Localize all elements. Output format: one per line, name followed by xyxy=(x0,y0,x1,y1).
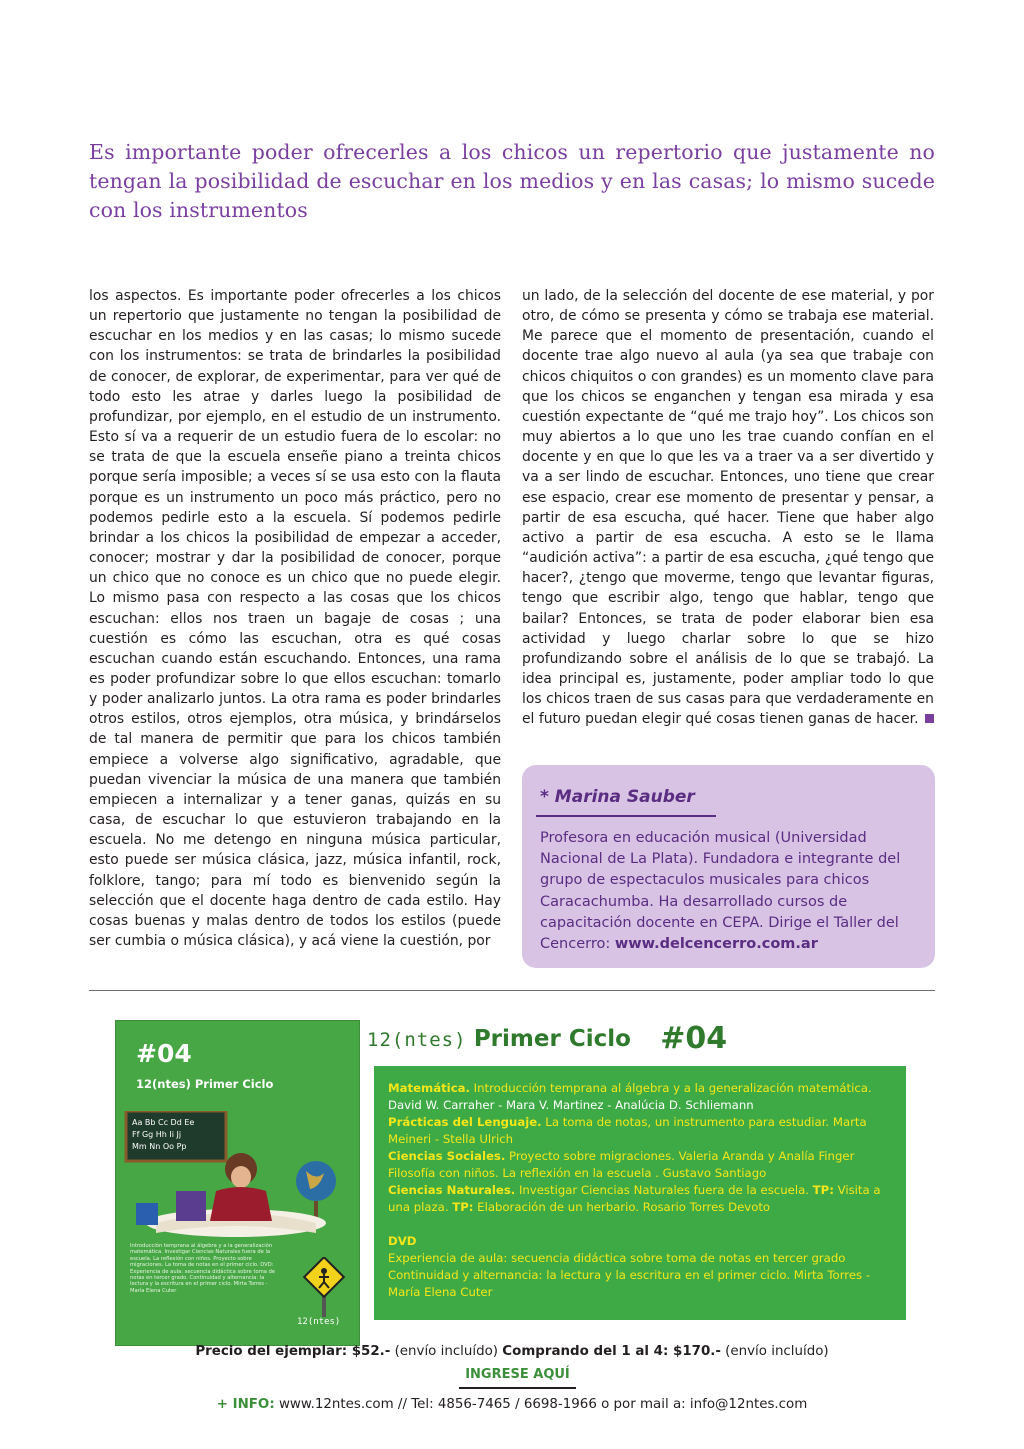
pull-quote: Es importante poder ofrecerles a los chicos un repertorio que justamente no tengan la posibilidad de escuchar en los medios y en las casas; lo mismo sucede con los instrumentos xyxy=(89,140,935,222)
ad-item-authors: Filosofía con niños. La reflexión en la escuela . Gustavo Santiago xyxy=(388,1166,767,1180)
author-bio xyxy=(540,828,925,955)
price-label-bundle: Comprando del 1 al 4: $170.- xyxy=(502,1344,721,1359)
cover-issue-number: #04 xyxy=(136,1039,192,1068)
svg-text:Ff Gg Hh Ii Jj: Ff Gg Hh Ii Jj xyxy=(132,1130,182,1139)
contact-info-line xyxy=(0,1397,1024,1412)
author-divider xyxy=(536,815,716,817)
price-line xyxy=(0,1344,1024,1359)
ad-dvd-line: Continuidad y alternancia: la lectura y la escritura en el primer ciclo. Mirta Torres - María Elena Cuter xyxy=(388,1268,871,1299)
cover-contents-text: Introducción temprana al álgebra y a la generalización matemática. Investigar Ciencias Naturales fuera de la escuela. La reflexión con niños. Proyecto sobre migraciones. La toma de notas en el primer ciclo. DVD: Experiencia de aula: secuencia didáctica sobre toma de notas en tercer grado. Continuidad y alternancia: la lectura y la escritura en el primer ciclo. Mirta Torres - María Elena Cuter xyxy=(130,1243,276,1294)
ad-contents-text xyxy=(388,1080,896,1301)
ad-item-text: Introducción temprana al álgebra y a la generalización matemática. xyxy=(469,1081,872,1095)
cover-title: 12(ntes) Primer Ciclo xyxy=(136,1077,274,1091)
ad-item-tp-label: TP: xyxy=(812,1183,834,1197)
svg-text:Aa Bb Cc Dd Ee: Aa Bb Cc Dd Ee xyxy=(132,1118,195,1127)
cover-illustration xyxy=(116,1111,359,1241)
ad-item-text: La toma de notas, un instrumento para estudiar. Marta Meineri - Stella Ulrich xyxy=(388,1115,867,1146)
ad-item-authors: David W. Carraher - Mara V. Martinez - Analúcia D. Schliemann xyxy=(388,1098,754,1112)
ad-dvd-line: Experiencia de aula: secuencia didáctica sobre toma de notas en tercer grado xyxy=(388,1251,846,1265)
ad-item-keyword: Matemática. xyxy=(388,1081,470,1095)
ad-item-tp-label: TP: xyxy=(452,1200,474,1214)
ad-item-keyword: Ciencias Sociales. xyxy=(388,1149,506,1163)
cover-sign-label: 12(ntes) xyxy=(297,1317,341,1327)
ad-item-tp-text: Visita a una plaza. xyxy=(388,1183,881,1214)
ad-item-naturales xyxy=(388,1182,896,1216)
article-column-right xyxy=(522,286,934,729)
author-bio-text: Profesora en educación musical (Universidad Nacional de La Plata). Fundadora e integrante del grupo de espectaculos musicales para chicos Caracachumba. Ha desarrollado cursos de capacitación docente en CEPA. Dirige el Taller del Cencerro: xyxy=(540,830,901,953)
info-text: www.12ntes.com // Tel: 4856-7465 / 6698-1966 o por mail a: info@12ntes.com xyxy=(274,1397,808,1412)
magazine-cover-image xyxy=(116,1021,359,1345)
ad-dvd-label: DVD xyxy=(388,1234,417,1248)
ad-item-keyword: Prácticas del Lenguaje. xyxy=(388,1115,542,1129)
ad-item-sociales xyxy=(388,1148,896,1182)
price-note: (envío incluído) xyxy=(720,1344,829,1359)
cover-sign-icon xyxy=(302,1257,346,1317)
ad-item-matematica xyxy=(388,1080,896,1114)
author-website-link[interactable]: www.delcencerro.com.ar xyxy=(614,936,818,953)
author-box xyxy=(522,765,935,968)
ad-title xyxy=(367,1019,727,1054)
author-name: * Marina Sauber xyxy=(540,787,695,807)
ad-item-keyword: Ciencias Naturales. xyxy=(388,1183,516,1197)
section-divider xyxy=(89,990,935,991)
ad-item-text: Proyecto sobre migraciones. Valeria Aranda y Analía Finger xyxy=(505,1149,855,1163)
price-label-single: Precio del ejemplar: $52.- xyxy=(195,1344,391,1359)
ad-spacer xyxy=(388,1216,896,1233)
article-column-right-text: un lado, de la selección del docente de ese material, y por otro, de cómo se presenta y cómo se trabaja ese material. Me parece que el momento de presentación, cuando el docente trae algo nuevo al aula (ya sea que trabaje con chicos chiquitos o con grandes) es un momento clave para que los chicos se enganchen y tengan esa mirada y esa cuestión expectante de “qué me trajo hoy”. Los chicos son muy abiertos a lo que uno les trae cuando confían en el docente y en que lo que les va a traer va a ser divertido y va a ser lindo de escuchar. Entonces, uno tiene que crear ese espacio, crear ese momento de presentar y pensar, a partir de esa escucha, qué hacer. Tiene que haber algo activo a partir de esa escucha. A esto se le llama “audición activa”: a partir de esa escucha, ¿qué tengo que hacer?, ¿tengo que moverme, tengo que levantar figuras, tengo que escribir algo, tengo que hablar, tengo que bailar? Entonces, se trata de poder elaborar bien esa actividad y luego charlar sobre lo que se hizo profundizando sobre el análisis de lo que se trabajó. La idea principal es, justamente, poder ampliar todo lo que los chicos traen de sus casas para que verdaderamente en el futuro puedan elegir qué cosas tienen ganas de hacer. xyxy=(522,288,934,728)
ad-item-text: Investigar Ciencias Naturales fuera de la escuela. xyxy=(515,1183,813,1197)
ingrese-aqui-link[interactable]: INGRESE AQUÍ xyxy=(459,1365,576,1389)
ad-item-lenguaje xyxy=(388,1114,896,1148)
ad-subtitle: Primer Ciclo xyxy=(473,1026,631,1052)
end-of-article-mark xyxy=(925,714,934,723)
ad-contents-box xyxy=(374,1066,906,1320)
ad-item-tp-text: Elaboración de un herbario. Rosario Torres Devoto xyxy=(473,1200,771,1214)
ad-issue-number: #04 xyxy=(660,1021,728,1056)
ad-brand: 12(ntes) xyxy=(367,1029,467,1051)
svg-text:Mm Nn Oo Pp: Mm Nn Oo Pp xyxy=(132,1142,187,1151)
article-column-left: los aspectos. Es importante poder ofrecerles a los chicos un repertorio que justamente no tengan la posibilidad de escuchar en los medios y en las casas; lo mismo sucede con los instrumentos: se trata de brindarles la posibilidad de conocer, de explorar, de experimentar, para ver qué de todo esto les atrae y darles luego la posibilidad de profundizar, por ejemplo, en el estudio de un instrumento. Esto sí va a requerir de un estudio fuera de lo escolar: no se trata de que la escuela enseñe piano a treinta chicos porque sería imposible; a veces sí se usa esto con la flauta porque es un instrumento un poco más práctico, pero no podemos pedirle esto a la escuela. Sí podemos pedirle brindar a los chicos la posibilidad de empezar a acceder, conocer; mostrar y dar la posibilidad de conocer, porque un chico que no conoce es un chico que no puede elegir. Lo mismo pasa con respecto a las cosas que los chicos escuchan: ellos nos traen un bagaje de cosas ; una cuestión es cómo las escuchan, otra es qué cosas escuchan cuando están escuchando. Entonces, una rama es poder profundizar sobre lo que ellos escuchan: tomarlo y poder analizarlo juntos. La otra rama es poder brindarles otros estilos, otros ejemplos, otra música, y brindárselos de tal manera de permitir que para los chicos también empiece a volverse algo significativo, agradable, que puedan vivenciar la música de una manera que también empiecen a internalizar y a tener ganas, quizás en su casa, de escuchar lo que estuvieron trabajando en la escuela. No me detengo en ninguna música particular, esto puede ser música clásica, jazz, música infantil, rock, folklore, tango; para mí todo es bienvenido según la selección que el docente haga dentro de cada estilo. Hay cosas buenas y malas dentro de todos los estilos (puede ser cumbia o música clásica), y acá viene la cuestión, por xyxy=(89,288,501,949)
info-label: + INFO: xyxy=(216,1397,275,1412)
price-note: (envío incluído) xyxy=(390,1344,503,1359)
